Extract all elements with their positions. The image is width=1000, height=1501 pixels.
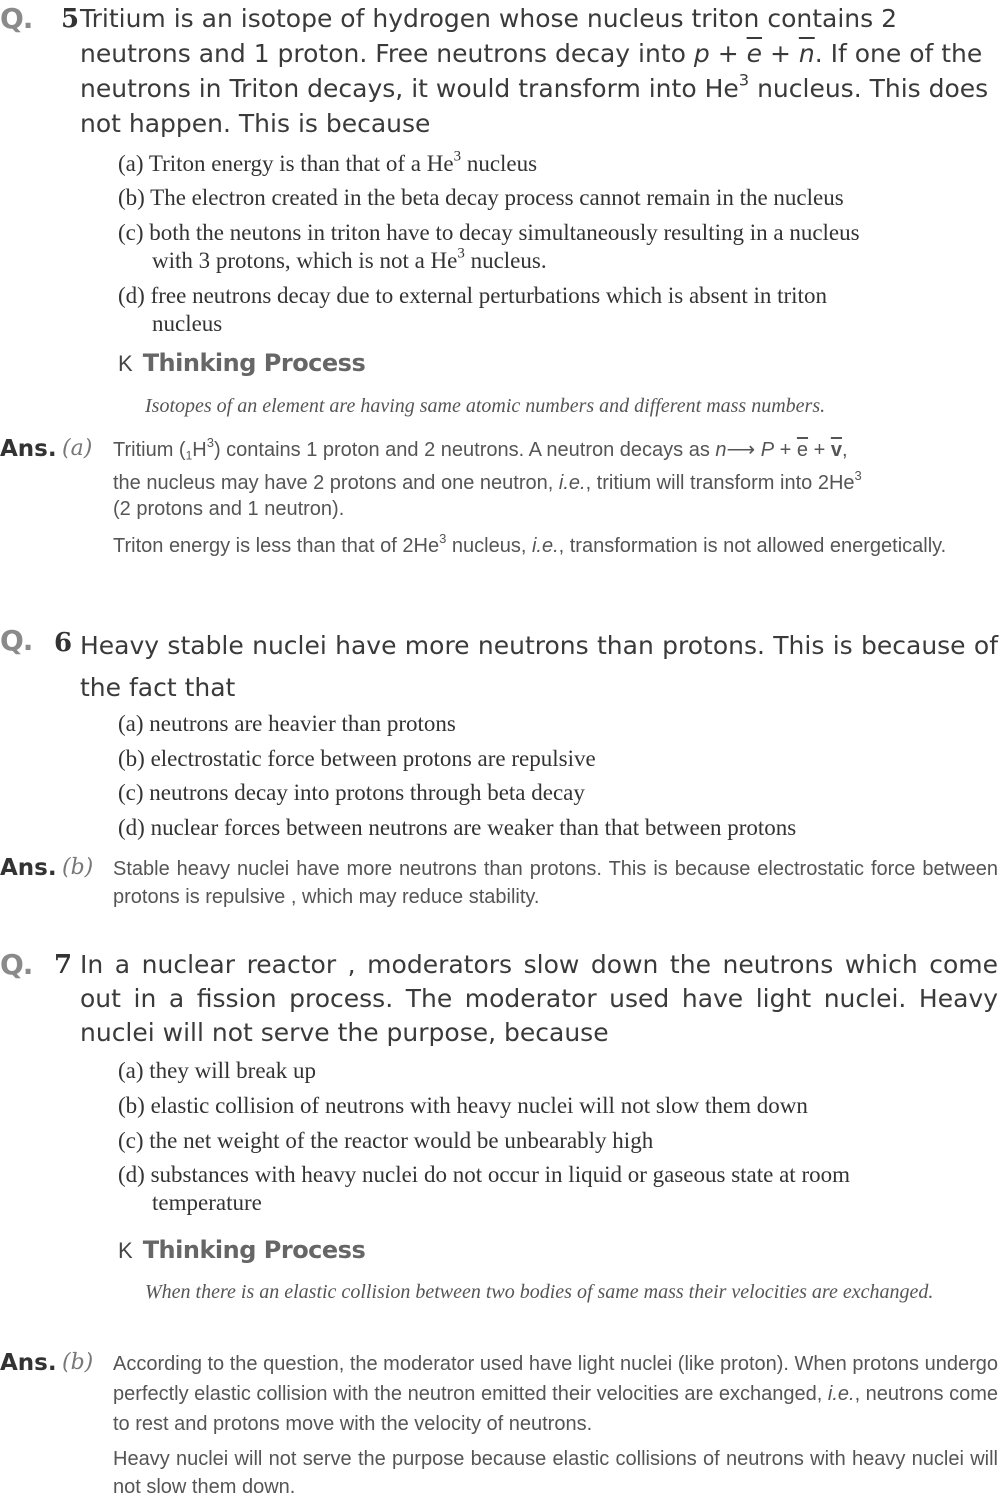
- answer-text: According to the question, the moderator used have light nuclei (like proton). When protons undergo perfectly elastic collision with the neutron emitted their velocities are exchanged, i.e., neutrons come to rest and protons move with the velocity of neutrons. Heavy nuclei will not serve the purpose because elastic collisions of neutrons with heavy nuclei will not slow them down.: [113, 1353, 998, 1498]
- answer-option: (b): [62, 855, 94, 880]
- option-b: (b) The electron created in the beta decay process cannot remain in the nucleus: [118, 185, 844, 210]
- question-number: 5: [61, 4, 80, 34]
- option-a: (a) neutrons are heavier than protons: [118, 711, 456, 736]
- thinking-process-header: [118, 349, 365, 377]
- option-a: (a) Triton energy is than that of a He$^3$ nucleus: [118, 148, 538, 176]
- thinking-process-title: Thinking Process: [142, 349, 366, 377]
- question-text: Heavy stable nuclei have more neutrons than protons. This is because of the fact that: [80, 631, 998, 702]
- option-a: (a) they will break up: [118, 1058, 316, 1083]
- question-marker-icon: Q.: [0, 2, 33, 35]
- thinking-process-header: [118, 1236, 365, 1264]
- question-line: neutrons in Triton decays, it would transform into He: [80, 74, 739, 103]
- question-text: [80, 1, 998, 141]
- thinking-process-text: Isotopes of an element are having same atomic numbers and different mass numbers.: [145, 395, 826, 417]
- question-number: 6: [54, 628, 73, 658]
- answer-text: Stable heavy nuclei have more neutrons than protons. This is because electrostatic force between protons is repulsive , which may reduce stability.: [113, 858, 998, 908]
- answer-label: Ans.: [0, 436, 57, 462]
- question-line: nucleus. This does: [757, 74, 989, 103]
- question-text: In a nuclear reactor , moderators slow down the neutrons which come out in a fission process. The moderator used have light nuclei. Heavy nuclei will not serve the purpose, because: [80, 950, 998, 1047]
- thinking-process-icon: K: [118, 351, 133, 376]
- option-d: (d) substances with heavy nuclei do not occur in liquid or gaseous state at room temperature: [118, 1162, 851, 1215]
- option-b: (b) elastic collision of neutrons with heavy nuclei will not slow them down: [118, 1093, 808, 1118]
- question-line: Tritium is an isotope of hydrogen whose nucleus triton contains 2: [80, 4, 898, 33]
- option-c: (c) neutrons decay into protons through beta decay: [118, 780, 585, 805]
- option-d: (d) free neutrons decay due to external perturbations which is absent in triton nucleus: [118, 283, 827, 336]
- answer-label: Ans.: [0, 1350, 57, 1376]
- answer-option: (a): [62, 436, 93, 461]
- option-c: (c) both the neutons in triton have to decay simultaneously resulting in a nucleus with 3 protons, which is not a He$^3$ nucleus.: [118, 220, 860, 273]
- answer-option: (b): [62, 1350, 94, 1375]
- question-marker-icon: Q.: [0, 624, 33, 657]
- answer-text: Tritium $(_1H^3)$ contains 1 proton and 2 neutrons. A neutron decays as n⟶ $P + \overline{e} + \overline{v}$, the nucleus may have 2 protons and one neutron, i.e., tritium will transform into 2He$^3$ (2 protons and 1 neutron). Triton energy is less than that of 2He$^3$ nucleus, i.e., transformation is not allowed energetically.: [113, 434, 947, 557]
- thinking-process-icon: K: [118, 1238, 133, 1263]
- option-b: (b) electrostatic force between protons are repulsive: [118, 746, 596, 771]
- option-c: (c) the net weight of the reactor would be unbearably high: [118, 1128, 654, 1153]
- superscript: 3: [738, 70, 750, 90]
- answer-label: Ans.: [0, 855, 57, 881]
- formula-p: $p + \overline{e} + \overline{n}$: [693, 39, 815, 68]
- question-number: 7: [54, 950, 73, 980]
- question-line: . If one of the: [814, 39, 983, 68]
- thinking-process-title: Thinking Process: [142, 1236, 366, 1264]
- thinking-process-text: When there is an elastic collision between two bodies of same mass their velocities are exchanged.: [145, 1281, 934, 1303]
- question-marker-icon: Q.: [0, 948, 33, 981]
- question-line: not happen. This is because: [80, 109, 431, 138]
- question-line: neutrons and 1 proton. Free neutrons decay into: [80, 39, 686, 68]
- option-d: (d) nuclear forces between neutrons are weaker than that between protons: [118, 815, 797, 840]
